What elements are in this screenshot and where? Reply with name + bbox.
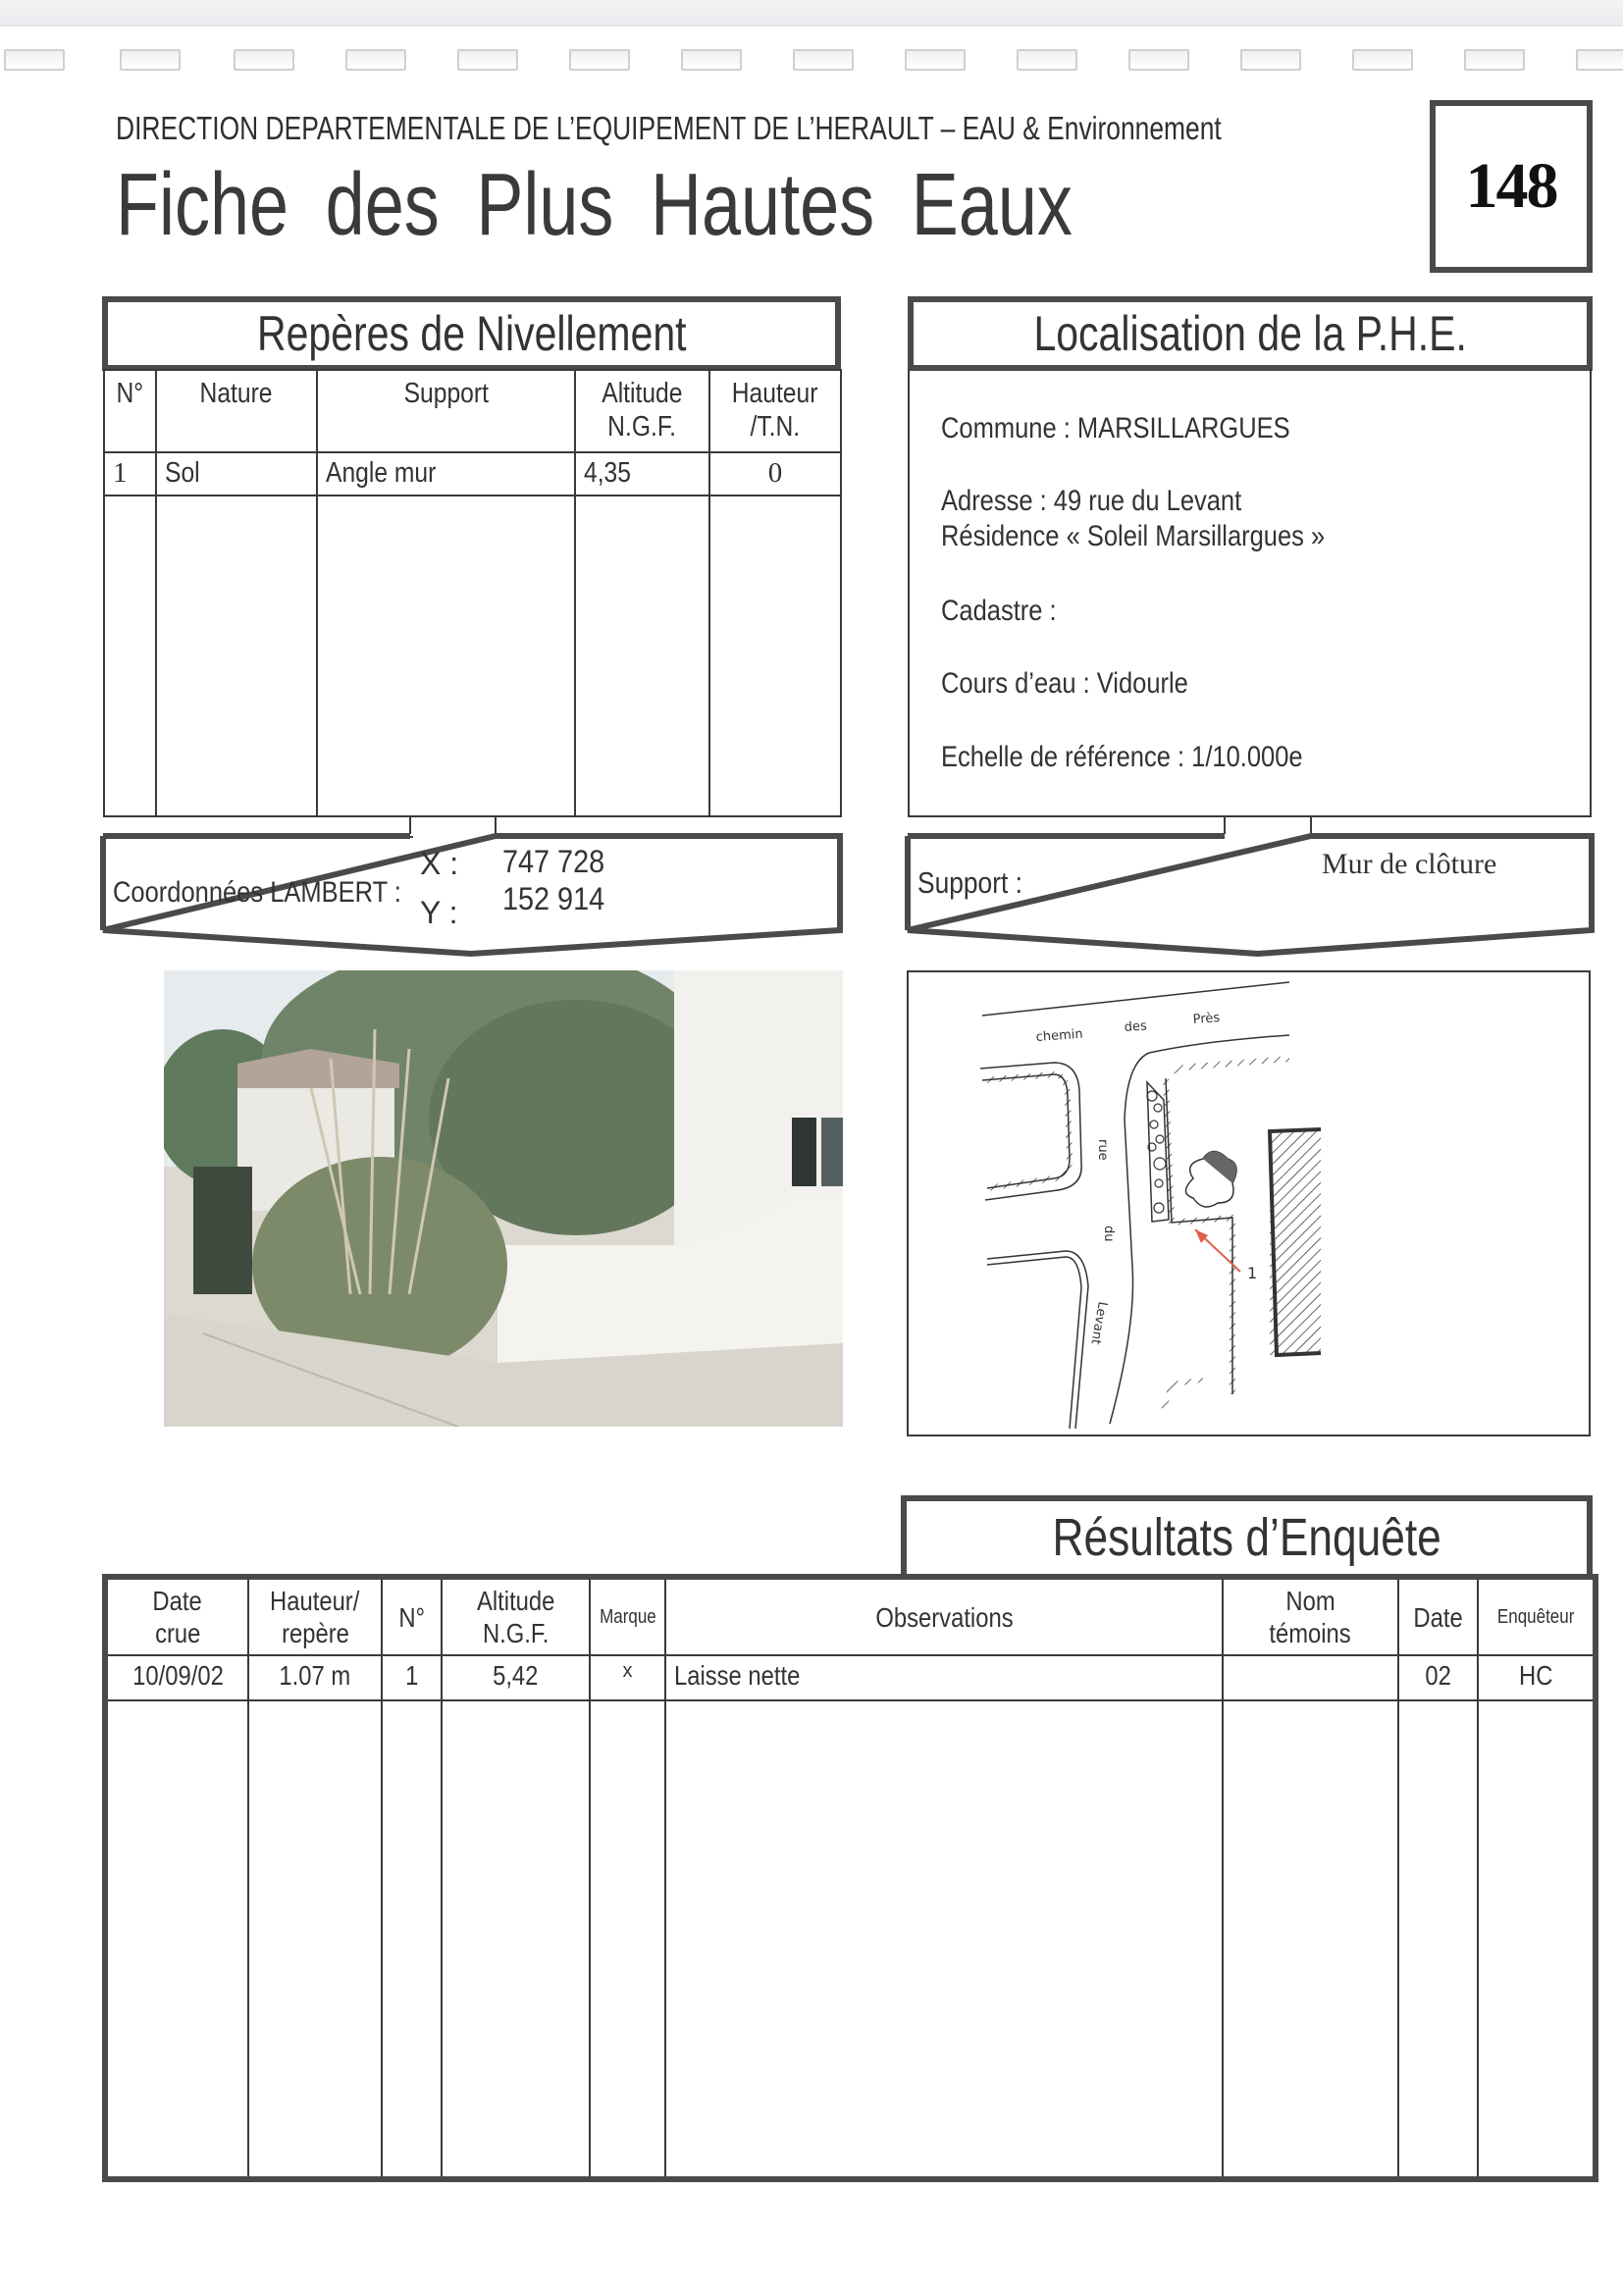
col-date: Date [1398,1577,1478,1655]
cell-altitude: 5,42 [442,1655,590,1700]
support-label: Support : [917,865,1022,900]
cours-eau-field: Cours d’eau : Vidourle [941,667,1188,700]
resultats-section-header [901,1495,1593,1580]
map-label-des: des [1124,1018,1148,1035]
organization-header: DIRECTION DEPARTEMENTALE DE L’EQUIPEMENT DE L’HERAULT – EAU & Environnement [116,110,1222,146]
table-row-empty [104,496,841,816]
map-label-rue: rue [1095,1139,1110,1161]
sheet-number-box [1430,100,1593,273]
col-n: N° [382,1577,442,1655]
cell-observations: Laisse nette [665,1655,1223,1700]
reperes-title: Repères de Nivellement [256,306,687,361]
map-marker-label: 1 [1247,1264,1258,1282]
map-label-levant: Levant [1087,1300,1110,1346]
localisation-panel [908,369,1592,817]
col-observations: Observations [665,1577,1223,1655]
cell-nature: Sol [156,452,317,496]
col-enqueteur: Enquêteur [1478,1577,1596,1655]
cell-hauteur: 0 [709,452,841,496]
col-support: Support [317,370,575,452]
localisation-title: Localisation de la P.H.E. [1033,306,1467,361]
col-altitude: Altitude N.G.F. [442,1577,590,1655]
sheet-number: 148 [1465,150,1557,222]
cell-date: 02 [1398,1655,1478,1700]
resultats-table [102,1574,1598,2182]
cell-n: 1 [104,452,156,496]
reperes-header-row [104,370,841,452]
cell-date-crue: 10/09/02 [105,1655,248,1700]
scan-top-edge [0,0,1623,26]
reperes-section-header [102,296,841,371]
map-label-chemin: chemin [1035,1026,1084,1045]
lambert-label: Coordonnées LAMBERT : [113,876,401,909]
col-hauteur-repere: Hauteur/ repère [248,1577,382,1655]
table-row-empty [105,1700,1596,2179]
support-value: Mur de clôture [1322,848,1497,880]
col-altitude: Altitude N.G.F. [575,370,709,452]
page-title: Fiche des Plus Hautes Eaux [116,156,1073,254]
adresse-field: Adresse : 49 rue du Levant [941,485,1242,517]
residence-field: Résidence « Soleil Marsillargues » [941,520,1326,552]
location-map [907,970,1591,1436]
col-temoins: Nom témoins [1223,1577,1398,1655]
resultats-title: Résultats d’Enquête [1052,1508,1441,1567]
commune-field: Commune : MARSILLARGUES [941,412,1290,444]
table-row [104,452,841,496]
col-nature: Nature [156,370,317,452]
col-marque: Marque [590,1577,665,1655]
lambert-y-label: Y : [420,895,458,930]
localisation-section-header [908,296,1593,371]
col-date-crue: Date crue [105,1577,248,1655]
cell-n: 1 [382,1655,442,1700]
map-label-pres: Près [1192,1011,1221,1027]
table-row [105,1655,1596,1700]
reperes-table [103,369,842,817]
col-n: N° [104,370,156,452]
cell-temoins [1223,1655,1398,1700]
col-hauteur: Hauteur /T.N. [709,370,841,452]
cell-altitude: 4,35 [575,452,709,496]
cell-support: Angle mur [317,452,575,496]
resultats-header-row [105,1577,1596,1655]
cell-enqueteur: HC [1478,1655,1596,1700]
site-photo [164,970,843,1427]
cell-marque: x [590,1655,665,1700]
lambert-x-label: X : [420,846,459,881]
cell-hauteur: 1.07 m [248,1655,382,1700]
lambert-y-value: 152 914 [502,881,605,916]
echelle-field: Echelle de référence : 1/10.000e [941,741,1303,773]
map-label-du: du [1101,1226,1116,1242]
lambert-x-value: 747 728 [502,844,605,879]
cadastre-field: Cadastre : [941,595,1057,627]
